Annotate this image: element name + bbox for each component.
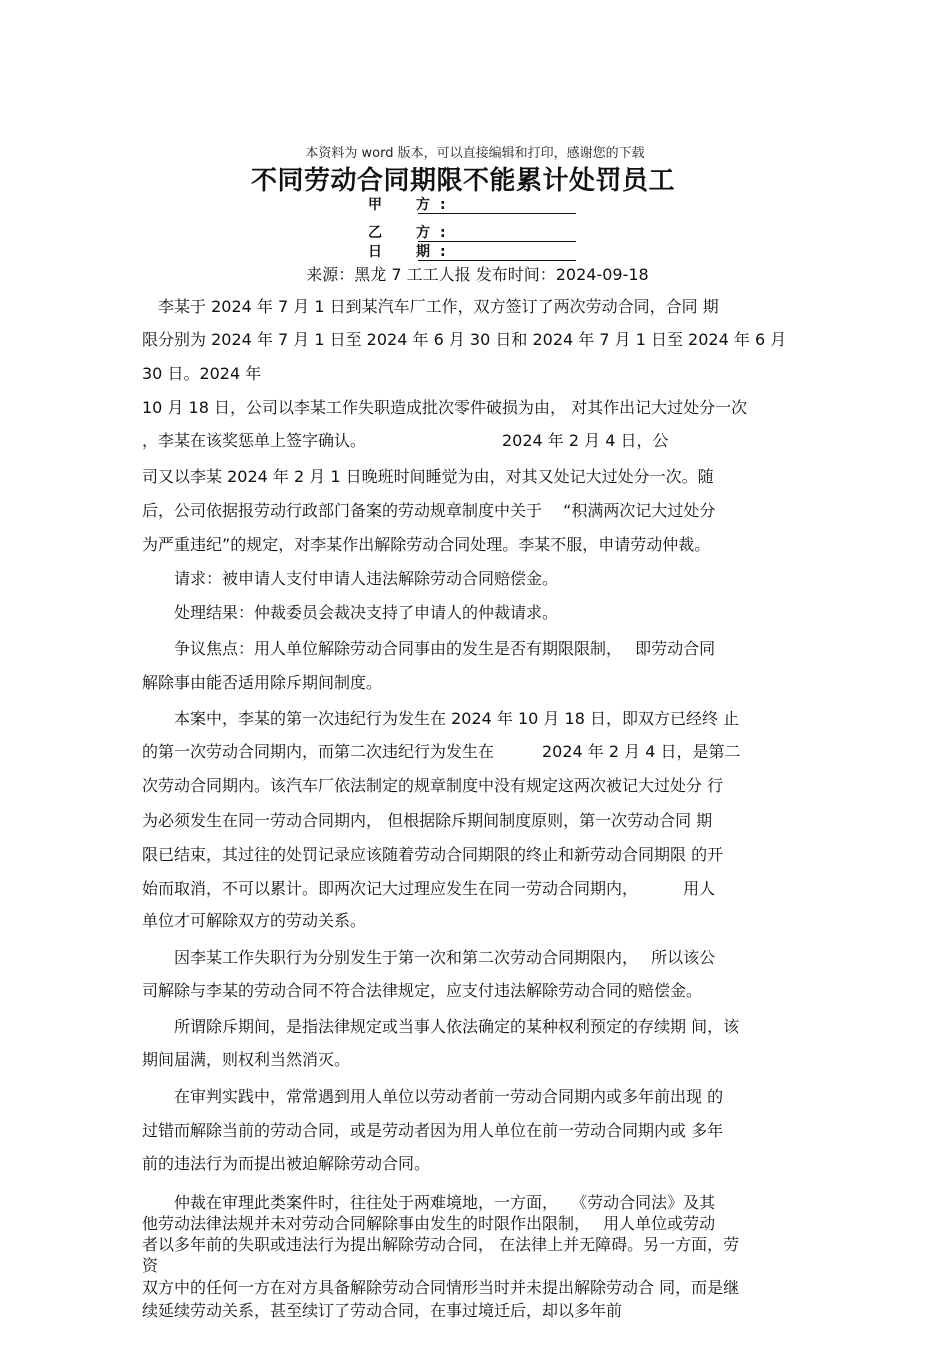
body-line: 他劳动法律法规并未对劳动合同解除事由发生的时限作出限制， 用人单位或劳动 bbox=[142, 1214, 716, 1233]
body-line: 为严重违纪”的规定，对李某作出解除劳动合同处理。李某不服，申请劳动仲裁。 bbox=[142, 535, 711, 554]
body-line: 处理结果：仲裁委员会裁决支持了申请人的仲裁请求。 bbox=[142, 603, 559, 622]
party-a-label: 甲 方: bbox=[368, 197, 456, 213]
body-line: 所谓除斥期间，是指法律规定或当事人依法确定的某种权利预定的存续期 间，该 bbox=[142, 1017, 740, 1036]
date-blank bbox=[418, 246, 576, 261]
body-line: 的第一次劳动合同期内，而第二次违纪行为发生在 2024 年 2 月 4 日，是第二 bbox=[142, 742, 741, 761]
document-title: 不同劳动合同期限不能累计处罚员工 bbox=[250, 166, 675, 196]
body-line: 限已结束，其过往的处罚记录应该随着劳动合同期限的终止和新劳动合同期限 的开 bbox=[142, 845, 724, 864]
body-line: 资 bbox=[142, 1256, 159, 1275]
body-line: 者以多年前的失职或违法行为提出解除劳动合同， 在法律上并无障碍。另一方面，劳 bbox=[142, 1235, 740, 1254]
body-line: 因李某工作失职行为分别发生于第一次和第二次劳动合同期限内， 所以该公 bbox=[142, 948, 716, 967]
date-label: 日 期: bbox=[368, 244, 456, 260]
body-line: 双方中的任何一方在对方具备解除劳动合同情形当时并未提出解除劳动合 同，而是继 bbox=[142, 1278, 740, 1297]
body-line: 司又以李某 2024 年 2 月 1 日晚班时间睡觉为由，对其又处记大过处分一次。随 bbox=[142, 467, 714, 486]
body-line: 10 月 18 日，公司以李某工作失职造成批次零件破损为由， 对其作出记大过处分一次 bbox=[142, 398, 748, 417]
body-line: 争议焦点：用人单位解除劳动合同事由的发生是否有期限限制， 即劳动合同 bbox=[142, 639, 716, 658]
body-line: 次劳动合同期内。该汽车厂依法制定的规章制度中没有规定这两次被记大过处分 行 bbox=[142, 776, 724, 795]
body-line: 后，公司依据报劳动行政部门备案的劳动规章制度中关于 “积满两次记大过处分 bbox=[142, 501, 716, 520]
download-notice: 本资料为 word 版本，可以直接编辑和打印，感谢您的下载 bbox=[305, 146, 645, 161]
body-line: 续延续劳动关系，甚至续订了劳动合同，在事过境迁后，却以多年前 bbox=[142, 1301, 623, 1320]
source-line: 来源：黑龙 7 工工人报 发布时间：2024-09-18 bbox=[306, 265, 649, 284]
body-line: 限分别为 2024 年 7 月 1 日至 2024 年 6 月 30 日和 2024 年 7 月 1 日至 2024 年 6 月 bbox=[142, 330, 787, 349]
date-field bbox=[368, 241, 576, 261]
party-b-label: 乙 方: bbox=[368, 225, 456, 241]
body-line: 仲裁在审理此类案件时，往往处于两难境地，一方面， 《劳动合同法》及其 bbox=[142, 1193, 716, 1212]
party-b-blank bbox=[418, 227, 576, 242]
body-line: 司解除与李某的劳动合同不符合法律规定，应支付违法解除劳动合同的赔偿金。 bbox=[142, 981, 703, 1000]
party-a-blank bbox=[418, 199, 576, 214]
party-b-field bbox=[368, 222, 576, 242]
body-line: 过错而解除当前的劳动合同，或是劳动者因为用人单位在前一劳动合同期内或 多年 bbox=[142, 1121, 724, 1140]
body-line: 期间届满，则权利当然消灭。 bbox=[142, 1050, 351, 1069]
body-line: 前的违法行为而提出被迫解除劳动合同。 bbox=[142, 1154, 431, 1173]
body-line: 本案中，李某的第一次违纪行为发生在 2024 年 10 月 18 日，即双方已经终 止 bbox=[142, 709, 740, 728]
body-line: 请求：被申请人支付申请人违法解除劳动合同赔偿金。 bbox=[142, 569, 559, 588]
body-line: 30 日。2024 年 bbox=[142, 364, 262, 383]
body-line: 解除事由能否适用除斥期间制度。 bbox=[142, 673, 383, 692]
body-line: 始而取消，不可以累计。即两次记大过理应发生在同一劳动合同期内， 用人 bbox=[142, 879, 716, 898]
body-line: 单位才可解除双方的劳动关系。 bbox=[142, 911, 367, 930]
party-a-field bbox=[368, 194, 576, 214]
body-line: 为必须发生在同一劳动合同期内， 但根据除斥期间制度原则，第一次劳动合同 期 bbox=[142, 811, 713, 830]
body-line: ，李某在该奖惩单上签字确认。 2024 年 2 月 4 日，公 bbox=[142, 431, 669, 450]
body-line: 李某于 2024 年 7 月 1 日到某汽车厂工作，双方签订了两次劳动合同，合同 期 bbox=[142, 297, 719, 316]
body-line: 在审判实践中，常常遇到用人单位以劳动者前一劳动合同期内或多年前出现 的 bbox=[142, 1087, 724, 1106]
